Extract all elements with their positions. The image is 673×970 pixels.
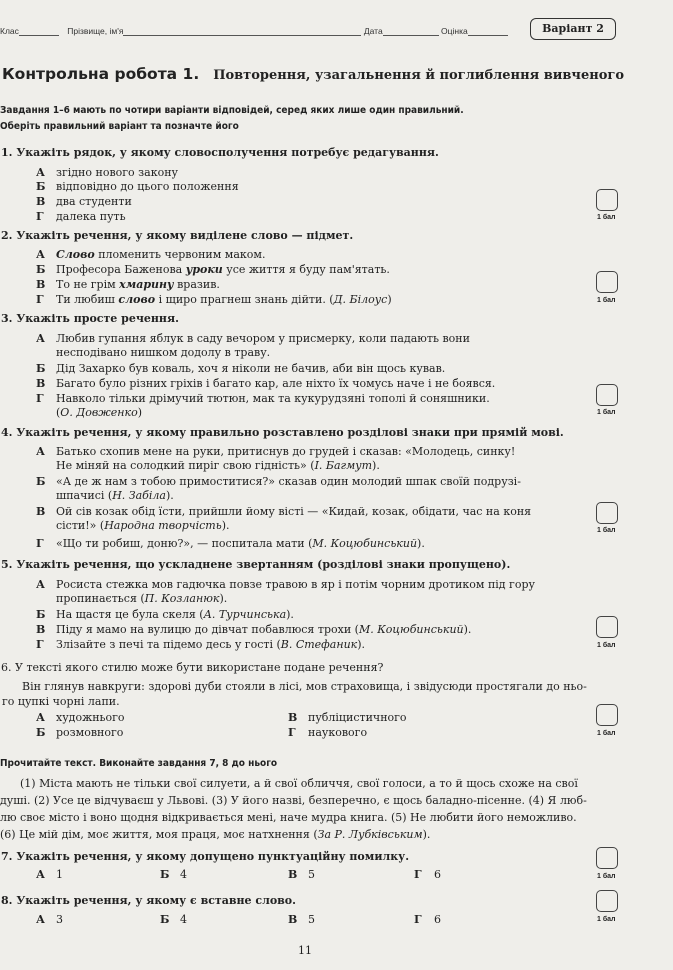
question-5: 5. Укажіть речення, що ускладнене звертанням (розділові знаки пропущено). [1, 558, 511, 571]
title-main: Контрольна робота 1. [2, 65, 200, 83]
instructions-line-1: Завдання 1–6 мають по чотири варіанти відповідей, серед яких лише один правильний. [0, 105, 464, 116]
q6-sentence-line-2: го цупкі чорні лапи. [2, 695, 120, 708]
q3-option-a-cont: несподівано нишком додолу в траву. [56, 346, 271, 359]
q2-points: 1 бал [597, 297, 616, 304]
q5-option-d[interactable]: Г Злізайте з печі та підемо десь у гості (В. Стефаник). [36, 638, 366, 651]
reading-line-4: (6) Це мій дім, моє життя, моя праця, моє натхнення (За Р. Лубківським). [0, 828, 431, 841]
q3-answer-box[interactable] [596, 384, 618, 406]
q7-option-b[interactable]: Б 4 [160, 868, 187, 881]
q4-option-c-cont: сісти!» (Народна творчість). [56, 519, 230, 532]
reading-text [0, 775, 620, 843]
q1-option-a[interactable]: А згідно нового закону [36, 166, 179, 179]
q5-answer-box[interactable] [596, 616, 618, 638]
q8-option-d[interactable]: Г 6 [414, 913, 441, 926]
grade-label: Оцінка [441, 26, 468, 36]
q1-option-b[interactable]: Б відповідно до цього положення [36, 180, 239, 193]
q3-points: 1 бал [597, 409, 616, 416]
class-label: Клас [0, 26, 19, 36]
q7-points: 1 бал [597, 873, 616, 880]
q6-sentence-line-1: Він глянув навкруги: здорові дуби стояли в лісі, мов страховища, і звідусюди простягали до ньо- [22, 680, 587, 693]
question-7: 7. Укажіть речення, у якому допущено пунктуаційну помилку. [1, 850, 410, 863]
q4-option-a-cont: Не міняй на солодкий пиріг свою гідність» (І. Багмут). [56, 459, 380, 472]
q2-option-b[interactable]: Б Професора Баженова уроки усе життя я буду пам'ятать. [36, 263, 390, 276]
name-label: Прізвище, ім'я [67, 26, 124, 36]
q2-answer-box[interactable] [596, 271, 618, 293]
q7-option-a[interactable]: А 1 [36, 868, 63, 881]
date-label: Дата [363, 26, 383, 36]
q6-answer-box[interactable] [596, 704, 618, 726]
reading-heading: Прочитайте текст. Виконайте завдання 7, 8 до нього [0, 758, 278, 769]
q7-option-c[interactable]: В 5 [288, 868, 315, 881]
question-4: 4. Укажіть речення, у якому правильно розставлено розділові знаки при прямій мові. [1, 426, 564, 439]
q4-option-d[interactable]: Г «Що ти робиш, доню?», — поспитала мати (М. Коцюбинський). [36, 537, 425, 550]
reading-line-2: душі. (2) Усе це відчуваєш у Львові. (3) У його назві, безперечно, є щось баладно-пісенне. (4) Я люб- [0, 794, 587, 807]
header-fields [0, 26, 508, 36]
q4-option-b-cont: шпачисі (Н. Забіла). [56, 489, 174, 502]
q1-points: 1 бал [597, 214, 616, 221]
name-field[interactable] [123, 26, 361, 36]
q5-points: 1 бал [597, 642, 616, 649]
q1-option-c[interactable]: В два студенти [36, 195, 132, 208]
q8-option-b[interactable]: Б 4 [160, 913, 187, 926]
q3-option-b[interactable]: Б Дід Захарко був коваль, хоч я ніколи не бачив, аби він щось кував. [36, 362, 446, 375]
class-field[interactable] [19, 26, 59, 36]
reading-line-1: (1) Міста мають не тільки свої силуети, а й свої обличчя, свої голоси, а то й щось схоже на свої [20, 777, 578, 790]
q5-option-c[interactable]: В Піду я мамо на вулицю до дівчат побавлюся трохи (М. Коцюбинський). [36, 623, 472, 636]
q7-answer-box[interactable] [596, 847, 618, 869]
q1-answer-box[interactable] [596, 189, 618, 211]
q4-option-c[interactable]: В Ой сів козак обід їсти, прийшли йому вісті — «Кидай, козак, обідати, час на коня [36, 505, 532, 518]
page-number: 11 [298, 944, 312, 957]
q6-option-c[interactable]: В публіцистичного [288, 711, 407, 724]
q5-option-a-cont: пропинається (П. Козланюк). [56, 592, 228, 605]
reading-line-3: лю своє місто і воно щодня відкривається мені, наче мудра книга. (5) Не любити його неможливо. [0, 811, 577, 824]
question-6: 6. У тексті якого стилю може бути використане подане речення? [1, 661, 384, 674]
q8-option-a[interactable]: А 3 [36, 913, 63, 926]
q2-option-d[interactable]: Г Ти любиш слово і щиро прагнеш знань дійти. (Д. Білоус) [36, 293, 392, 306]
question-8: 8. Укажіть речення, у якому є вставне слово. [1, 894, 296, 907]
variant-badge: Варіант 2 [530, 18, 616, 40]
question-1: 1. Укажіть рядок, у якому словосполучення потребує редагування. [1, 146, 439, 159]
q4-option-a[interactable]: А Батько схопив мене на руки, притиснув до грудей і сказав: «Молодець, синку! [36, 445, 516, 458]
q3-option-a[interactable]: А Любив гупання яблук в саду вечором у присмерку, коли падають вони [36, 332, 470, 345]
q5-option-b[interactable]: Б На щастя це була скеля (А. Турчинська). [36, 608, 294, 621]
q2-option-c[interactable]: В То не грім хмарину вразив. [36, 278, 220, 291]
q6-option-a[interactable]: А художнього [36, 711, 125, 724]
q2-option-a[interactable]: А Слово пломенить червоним маком. [36, 248, 266, 261]
q4-answer-box[interactable] [596, 502, 618, 524]
q6-option-d[interactable]: Г наукового [288, 726, 368, 739]
q6-points: 1 бал [597, 730, 616, 737]
q8-option-c[interactable]: В 5 [288, 913, 315, 926]
q5-option-a[interactable]: А Росиста стежка мов гадючка повзе травою в яр і потім чорним дротиком під гору [36, 578, 535, 591]
q6-option-b[interactable]: Б розмовного [36, 726, 124, 739]
title-subtitle: Повторення, узагальнення й поглиблення вивченого [213, 68, 625, 83]
q3-option-d[interactable]: Г Навколо тільки дрімучий тютюн, мак та кукурудзяні тополі й соняшники. [36, 392, 490, 405]
q3-option-c[interactable]: В Багато було різних гріхів і багато кар, але ніхто їх чомусь наче і не боявся. [36, 377, 496, 390]
page-title [2, 64, 624, 83]
q4-option-b[interactable]: Б «А де ж нам з тобою примоститися?» сказав один молодий шпак своїй подрузі- [36, 475, 521, 488]
instructions-line-2: Оберіть правильний варіант та позначте його [0, 121, 239, 132]
q4-points: 1 бал [597, 527, 616, 534]
question-2: 2. Укажіть речення, у якому виділене слово — підмет. [1, 229, 354, 242]
q8-answer-box[interactable] [596, 890, 618, 912]
question-3: 3. Укажіть просте речення. [1, 312, 179, 325]
q7-option-d[interactable]: Г 6 [414, 868, 441, 881]
date-field[interactable] [383, 26, 439, 36]
q3-option-d-cont: (О. Довженко) [56, 406, 143, 419]
q1-option-d[interactable]: Г далека путь [36, 210, 126, 223]
grade-field[interactable] [468, 26, 508, 36]
q8-points: 1 бал [597, 916, 616, 923]
